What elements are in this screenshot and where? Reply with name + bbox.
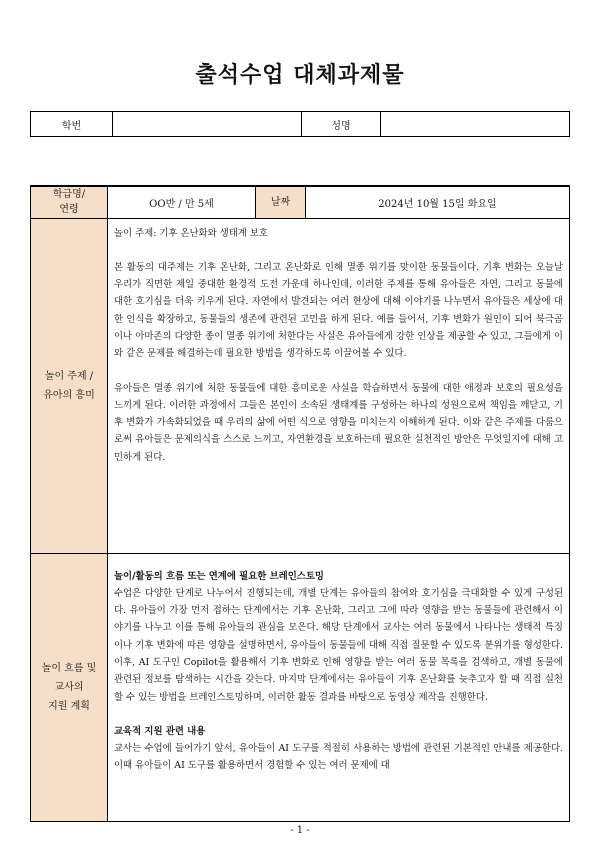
brainstorming-paragraph: 수업은 다양한 단계로 나누어서 진행되는데, 개별 단계는 유아들의 참여와 호기심을 극대화할 수 있게 구성된다. 유아들이 가장 먼저 접하는 단계에서는 기후 온난화, 그리고 그에 따라 영향을 받는 동물들에 관련해서 이야기를 나누고 이를 통해 유아들의 관심을 모은다. 해당 단계에서 교사는 여러 동물에서 나타나는 생태적 특징이나 기후 변화에 따른 영향을 설명하면서, 유아들이 동물들에 대해 직접 질문할 수 있도록 분위기를 형성한다. 이후, AI 도구인 Copilot을 활용해서 기후 변화로 인해 영향을 받는 여러 동물 목록을 검색하고, 개별 동물에 관련된 정보를 탐색하는 시간을 갖는다. 마지막 단계에서는 유아들이 기후 온난화를 늦추고자 할 때 직접 실천할 수 있는 방법을 브레인스토밍하며, 이러한 활동 결과를 바탕으로 동영상 제작을 진행한다. — [114, 587, 563, 703]
play-topic-heading: 놀이 주제: 기후 온난화와 생태계 보호 — [114, 227, 268, 239]
flow-support-content — [108, 553, 570, 821]
student-id-field[interactable] — [113, 112, 302, 137]
date-label: 날짜 — [256, 186, 306, 218]
educational-support-heading: 교육적 지원 관련 내용 — [114, 725, 206, 737]
class-age-label: 학급명/ 연령 — [31, 186, 108, 218]
lesson-plan-table — [30, 185, 570, 822]
page-number: - 1 - — [290, 825, 310, 836]
date-value: 2024년 10월 15일 화요일 — [306, 186, 570, 218]
student-id-label: 학번 — [31, 112, 113, 137]
student-name-field[interactable] — [381, 112, 570, 137]
play-topic-paragraph-1: 본 활동의 대주제는 기후 온난화, 그리고 온난화로 인해 멸종 위기를 맞이한 동물들이다. 기후 변화는 오늘날 우리가 직면한 제일 중대한 환경적 도전 가운데 하나인데, 이러한 주제를 통해 유아들은 자연, 그리고 동물에 대한 호기심을 더욱 키우게 된다. 자연에서 발견되는 여러 현상에 대해 이야기를 나누면서 유아들은 세상에 대한 인식을 확장하고, 동물들의 생존에 관련된 고민을 하게 된다. 예를 들어서, 기후 변화가 원인이 되어 북극곰이나 아마존의 다양한 종이 멸종 위기에 처한다는 사실은 유아들에게 강한 인상을 제공할 수 있고, 그들에게 이와 같은 문제를 해결하는데 필요한 방법을 생각하도록 이끌어볼 수 있다. — [114, 261, 563, 360]
play-topic-label: 놀이 주제 / 유아의 흥미 — [31, 218, 108, 553]
brainstorming-heading: 놀이/활동의 흐름 또는 연계에 필요한 브레인스토밍 — [114, 570, 324, 582]
document-title: 출석수업 대체과제물 — [195, 63, 405, 88]
play-topic-paragraph-2: 유아들은 멸종 위기에 처한 동물들에 대한 흥미로운 사실을 학습하면서 동물에 대한 애정과 보호의 필요성을 느끼게 된다. 이러한 과정에서 그들은 본인이 소속된 생태계를 구성하는 하나의 성원으로써 책임을 깨닫고, 기후 변화가 가속화되었을 때 우리의 삶에 어떤 식으로 영향을 미치는지 이해하게 된다. 이와 같은 주제를 다룸으로써 유아들은 문제의식을 스스로 느끼고, 자연환경을 보호하는데 필요한 실천적인 방안은 무엇일지에 대해 고민하게 된다. — [114, 382, 563, 463]
play-topic-content — [108, 218, 570, 553]
flow-support-label: 놀이 흐름 및 교사의 지원 계획 — [31, 553, 108, 821]
student-name-label: 성명 — [302, 112, 381, 137]
class-age-value: OO반 / 만 5세 — [108, 186, 256, 218]
student-info-table — [30, 111, 570, 137]
educational-support-paragraph: 교사는 수업에 들어가기 앞서, 유아들이 AI 도구를 적절히 사용하는 방법에 관련된 기본적인 안내를 제공한다. 이때 유아들이 AI 도구를 활용하면서 경험할 수 있는 여러 문제에 대 — [114, 743, 563, 772]
